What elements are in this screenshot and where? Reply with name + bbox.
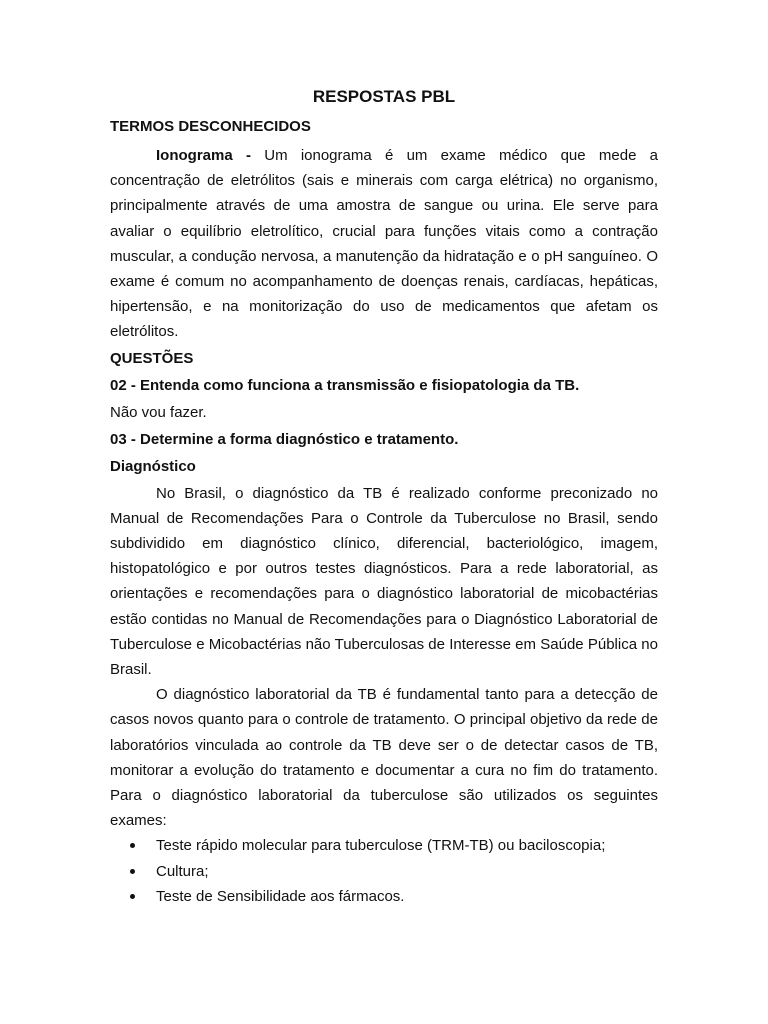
document-title: RESPOSTAS PBL — [312, 87, 456, 106]
list-item — [110, 859, 658, 885]
exams-list — [110, 833, 658, 910]
list-item-text: Teste de Sensibilidade aos fármacos. — [156, 888, 405, 906]
bullet-icon — [130, 843, 135, 848]
questions-heading: QUESTÕES — [110, 349, 194, 367]
bullet-icon — [130, 894, 135, 899]
diagnosis-subheading: Diagnóstico — [110, 457, 196, 475]
terms-heading: TERMOS DESCONHECIDOS — [110, 118, 311, 135]
diagnosis-paragraph-1: No Brasil, o diagnóstico da TB é realizado conforme preconizado no Manual de Recomendações Para o Controle da Tuberculose no Brasil, sendo subdividido em diagnóstico clínico, diferencial, bacteriológico, imagem, histopatológico e por outros testes diagnósticos. Para a rede laboratorial, as orientações e recomendações para o diagnóstico laboratorial de micobactérias estão contidas no Manual de Recomendações para o Diagnóstico Laboratorial de Tuberculose e Micobactérias não Tuberculosas de Interesse em Saúde Pública no Brasil. — [110, 484, 658, 679]
question-03-title: 03 - Determine a forma diagnóstico e tratamento. — [110, 430, 459, 448]
term-name: Ionograma - — [156, 147, 251, 164]
term-definition-paragraph — [110, 143, 658, 345]
list-item — [110, 884, 658, 910]
question-02-title: 02 - Entenda como funciona a transmissão e fisiopatologia da TB. — [110, 376, 580, 394]
list-item-text: Cultura; — [156, 862, 209, 880]
list-item — [110, 833, 658, 859]
bullet-icon — [130, 869, 135, 874]
diagnosis-paragraph-2: O diagnóstico laboratorial da TB é fundamental tanto para a detecção de casos novos quanto para o controle de tratamento. O principal objetivo da rede de laboratórios vinculada ao controle da TB deve ser o de detectar casos de TB, monitorar a evolução do tratamento e documentar a cura no fim do tratamento. Para o diagnóstico laboratorial da tuberculose são utilizados os seguintes exames: — [110, 686, 658, 830]
term-definition: Um ionograma é um exame médico que mede a concentração de eletrólitos (sais e minerais com carga elétrica) no organismo, principalmente através de uma amostra de sangue ou urina. Ele serve para avaliar o equilíbrio eletrolítico, crucial para funções vitais como a contração muscular, a condução nervosa, a manutenção da hidratação e o pH sanguíneo. O exame é comum no acompanhamento de doenças renais, cardíacas, hepáticas, hipertensão, e na monitorização do uso de medicamentos que afetam os eletrólitos. — [110, 147, 659, 341]
question-02-answer: Não vou fazer. — [110, 403, 207, 421]
list-item-text: Teste rápido molecular para tuberculose (TRM-TB) ou baciloscopia; — [156, 837, 606, 855]
